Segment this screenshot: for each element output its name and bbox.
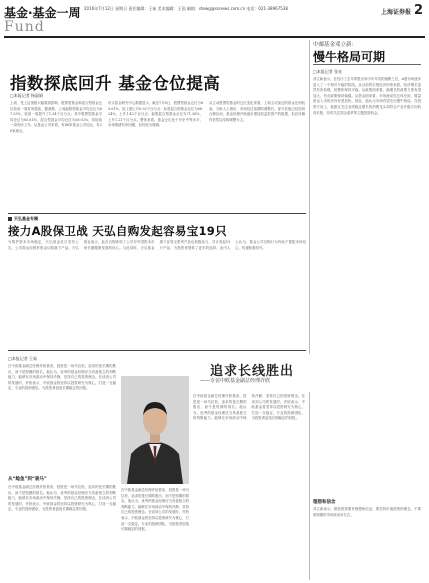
interviewee-photo bbox=[121, 376, 189, 484]
feature-intro: 在中欧基金副总经理许欣看来，投资是一场马拉松，追求的是长期的胜出，而不是短期的排名。他认为，优秀的基金经理应当具备独立的判断能力，能够在市场波动中保持冷静，坚持自己的投资理念。在谈到公司的发展时，许欣表示，中欧基金将坚持以投资研究为核心，打造一支稳定、专业的投研团队，为投资者创造长期稳定的回报。 bbox=[8, 364, 116, 391]
article2-body: 为维护资本市场稳定，天弘基金近日发布公告，公司将运用固有资金认购旗下产品。天弘基金表示，此次自购体现了公司对中国资本市场长期健康发展的信心。与此同时，天弘基金旗下容易宝系列产品也积极参与，共计发起19只产品，为投资者提供了更多的选择。业内人士认为，基金公司自购行为有助于提振市场信心，传递积极信号。 bbox=[8, 240, 306, 250]
lead-body-col3: 从主动股票型基金的仓位变化来看，上周主动加仓的基金比例较高。分析人士指出，市场经过前期的调整后，部分估值已经回到合理区间，基金经理开始逐步增加权益类资产的配置，但总体操作依然以结构调整为主。 bbox=[209, 101, 305, 122]
article2-top-rule bbox=[8, 213, 306, 214]
feature-byline: □本报记者 王茹 bbox=[8, 356, 38, 361]
feature-subheadline: ——专访中欧基金副总经理许欣 bbox=[200, 378, 271, 384]
sidebar-rule bbox=[313, 64, 421, 65]
sidebar-headline: 慢牛格局可期 bbox=[313, 50, 386, 64]
feature-headline: 追求长线胜出 bbox=[210, 364, 295, 379]
lead-body-col2: 好买基金研究中心数据显示，截至7月8日，股票型基金仓位为85.61%，较上期上升0.92个百分点；标准混合型基金仓位为68.24%，上升1.42个百分点；偏股混合型基金仓位为71.36%，上升1.21个百分点。整体来看，基金仓位处于历史中等水平，市场情绪有所回暖，但仍较为谨慎。 bbox=[108, 101, 203, 128]
lead-headline: 指数探底回升 基金仓位提高 bbox=[10, 74, 221, 93]
column-divider bbox=[309, 40, 310, 580]
newspaper-name: 上海证券报 bbox=[380, 9, 411, 16]
feature-body-col2: 在中欧基金副总经理许欣看来，投资是一场马拉松，追求的是长期的胜出，而不是短期的排名。他认为，优秀的基金经理应当具备独立的判断能力，能够在市场波动中保持冷静，坚持自己的投资理念。在谈到公司的发展时，许欣表示，中欧基金将坚持以投资研究为核心，打造一支稳定、专业的投研团队，为投资者创造长期稳定的回报。 bbox=[193, 394, 305, 421]
page-header bbox=[4, 2, 425, 36]
sidebar-body: 邓立新表示，在经历了去年的股灾和今年年初的熔断之后，A股市场逐步进入了一个相对平稳的阶段。从目前的宏观经济形势来看，经济增长虽然有所放缓，但整体保持平稳。从政策面来看，稳增长的政策力度有望加大，货币政策保持稳健。从资金面来看，市场流动性总体充裕，增量资金入市的步伐有望加快。因此，他认为市场有望走出慢牛格局。在投资方向上，他建议关注业绩稳定增长的消费龙头和符合产业升级方向的成长股，同时关注国企改革等主题投资机会。 bbox=[313, 77, 421, 115]
sidebar-kicker: 中邮基金邓立新： bbox=[313, 42, 358, 48]
section-english-name: Fund bbox=[4, 19, 45, 35]
page-number: 2 bbox=[413, 3, 423, 18]
sidebar-subsection-body: 邓立新表示，做投资需要有理想和信念，要坚持价值投资的理念，不要被短期的市场波动所左右。 bbox=[313, 507, 421, 517]
section-name: 基金·基金一周 bbox=[4, 6, 81, 20]
lead-body-col1: 上周，受上证指数大幅震荡影响，股票型基金和混合型基金仓位较前一周有所提高，据测算，上周偏股型基金平均仓位为67.25%，较前一周提升了1.34个百分点；其中股票型基金平均仓位为85.61%，混合型基金平均仓位为58.92%，均较前一周有所上升。从基金公司来看，有46家基金公司加仓，有26家减仓。 bbox=[10, 101, 102, 133]
header-meta: 2016年7月12日 星期日 责任编辑：王茹 美术编辑：王国 邮箱：stewg@ssnews.com.cn 电话：021-38967538 bbox=[84, 6, 288, 11]
feature-subheading: 从“鲶鱼”到“骏马” bbox=[8, 477, 47, 482]
feature-body-under-photo: 在中欧基金副总经理许欣看来，投资是一场马拉松，追求的是长期的胜出，而不是短期的排名。他认为，优秀的基金经理应当具备独立的判断能力，能够在市场波动中保持冷静，坚持自己的投资理念。在谈到公司的发展时，许欣表示，中欧基金将坚持以投资研究为核心，打造一支稳定、专业的投研团队，为投资者创造长期稳定的回报。 bbox=[121, 488, 189, 532]
article2-headline: 接力A股保卫战 天弘自购发起容易宝19只 bbox=[8, 224, 227, 238]
header-rule bbox=[4, 36, 425, 38]
feature-body-col1: 在中欧基金副总经理许欣看来，投资是一场马拉松，追求的是长期的胜出，而不是短期的排名。他认为，优秀的基金经理应当具备独立的判断能力，能够在市场波动中保持冷静，坚持自己的投资理念。在谈到公司的发展时，许欣表示，中欧基金将坚持以投资研究为核心，打造一支稳定、专业的投研团队，为投资者创造长期稳定的回报。 bbox=[8, 485, 116, 512]
sidebar-subheading: 理想和信念 bbox=[313, 500, 336, 505]
article2-section-label: 天弘基金专稿 bbox=[8, 216, 38, 222]
article2-bottom-rule bbox=[8, 350, 306, 351]
portrait-figure bbox=[121, 376, 189, 484]
sidebar-byline: □本报记者 张亮 bbox=[313, 69, 343, 74]
lead-byline: □本报记者 杨淑娟 bbox=[10, 93, 44, 98]
